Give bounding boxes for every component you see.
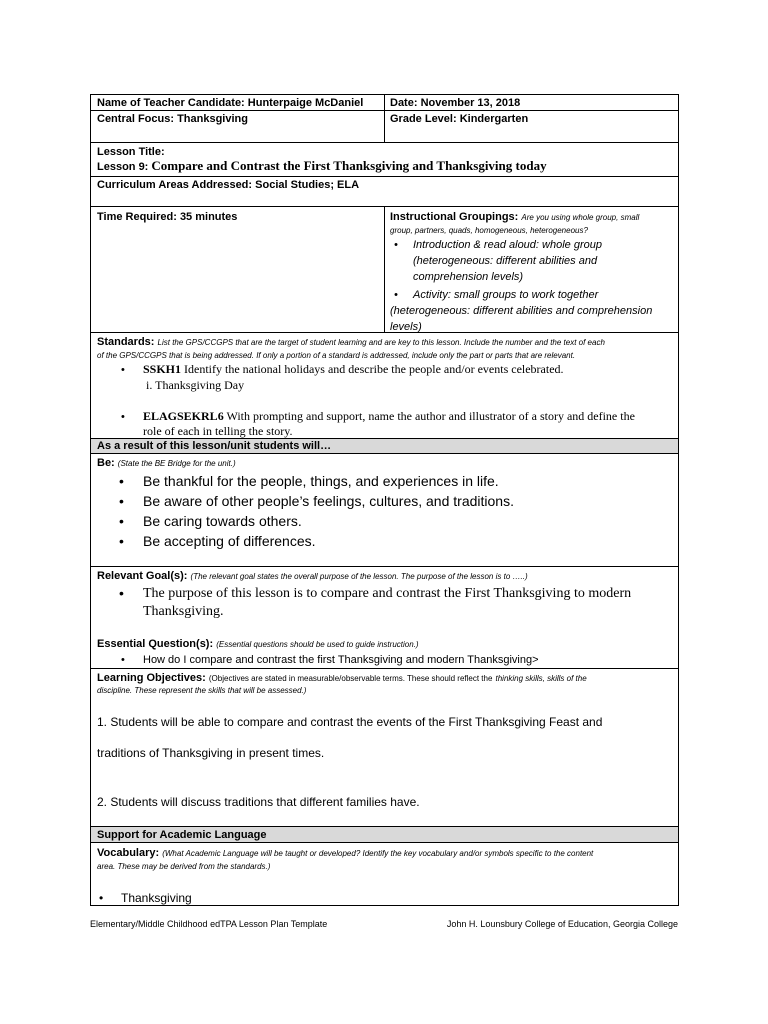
groupings-heading: Instructional Groupings: Are you using whole group, small (390, 211, 640, 223)
be-item: Be aware of other people’s feelings, cultures, and traditions. (143, 493, 514, 509)
objectives-hint: discipline. These represent the skills that will be assessed.) (97, 686, 307, 695)
standard-bullet: • (121, 364, 125, 376)
essential-question: How do I compare and contrast the first Thanksgiving and modern Thanksgiving> (143, 654, 539, 666)
grouping-item: (heterogeneous: different abilities and comprehension (390, 305, 653, 317)
lesson-title-label: Lesson Title: (97, 146, 165, 158)
curriculum-areas: Curriculum Areas Addressed: Social Studies; ELA (97, 179, 360, 191)
objective-1: 1. Students will be able to compare and contrast the events of the First Thanksgiving Feast and (97, 715, 603, 729)
vocabulary-hint: area. These may be derived from the standards.) (97, 862, 271, 871)
standard-elagsekrl6: ELAGSEKRL6 With prompting and support, name the author and illustrator of a story and define the (143, 409, 635, 423)
essential-bullet: • (121, 654, 125, 666)
standard-cont: role of each in telling the story. (143, 424, 293, 438)
grouping-item: levels) (390, 321, 422, 333)
time-required: Time Required: 35 minutes (97, 211, 238, 223)
objectives-heading: Learning Objectives: (Objectives are stated in measurable/observable terms. These should reflect the thinking skills, skills of the (97, 672, 587, 684)
lesson-date: Date: November 13, 2018 (390, 97, 521, 109)
result-heading: As a result of this lesson/unit students will… (97, 440, 332, 452)
be-bullet: • (119, 493, 124, 509)
standards-heading: Standards: List the GPS/CCGPS that are the target of student learning and are key to this lesson. Include the number and the text of each (97, 336, 605, 348)
lesson-title: Lesson 9: Compare and Contrast the First Thanksgiving and Thanksgiving today (97, 158, 547, 173)
teacher-name: Name of Teacher Candidate: Hunterpaige McDaniel (97, 97, 364, 109)
central-focus: Central Focus: Thanksgiving (97, 113, 248, 125)
standard-bullet: • (121, 411, 125, 423)
be-item: Be thankful for the people, things, and experiences in life. (143, 473, 499, 489)
standard-sub: i. Thanksgiving Day (146, 378, 245, 392)
vocabulary-bullet: • (99, 891, 104, 905)
objective-2: 2. Students will discuss traditions that different families have. (97, 795, 420, 809)
grouping-item: comprehension levels) (413, 271, 524, 283)
support-heading: Support for Academic Language (97, 829, 267, 841)
be-bullet: • (119, 473, 124, 489)
grouping-item: Introduction & read aloud: whole group (413, 239, 602, 251)
grade-level: Grade Level: Kindergarten (390, 113, 529, 125)
grouping-item: Activity: small groups to work together (413, 289, 599, 301)
groupings-hint: group, partners, quads, homogeneous, heterogeneous? (390, 226, 588, 235)
standards-hint: of the GPS/CCGPS that is being addressed. If only a portion of a standard is addressed, include only the part or parts that are relevant. (97, 351, 576, 360)
vocabulary-heading: Vocabulary: (What Academic Language will be taught or developed? Identify the key vocabulary and/or symbols specific to the content (97, 847, 594, 859)
goal-text-cont: Thanksgiving. (143, 604, 224, 619)
vocabulary-item: Thanksgiving (121, 891, 192, 905)
be-item: Be caring towards others. (143, 513, 302, 529)
standard-sskh1: SSKH1 Identify the national holidays and describe the people and/or events celebrated. (143, 362, 564, 376)
be-heading: Be: (State the BE Bridge for the unit.) (97, 457, 236, 469)
essential-heading: Essential Question(s): (Essential questions should be used to guide instruction.) (97, 638, 419, 650)
be-item: Be accepting of differences. (143, 533, 316, 549)
objective-1-cont: traditions of Thanksgiving in present times. (97, 746, 325, 760)
lesson-plan-table (90, 94, 679, 906)
grouping-bullet: • (394, 239, 398, 251)
goal-bullet: • (119, 585, 124, 601)
grouping-item: (heterogeneous: different abilities and (413, 255, 598, 267)
footer-left: Elementary/Middle Childhood edTPA Lesson Plan Template (90, 919, 328, 929)
be-bullet: • (119, 533, 124, 549)
goals-heading: Relevant Goal(s): (The relevant goal states the overall purpose of the lesson. The purpose of the lesson is to …..) (97, 570, 528, 582)
be-bullet: • (119, 513, 124, 529)
footer-right: John H. Lounsbury College of Education, Georgia College (446, 919, 678, 929)
grouping-bullet: • (394, 289, 398, 301)
goal-text: The purpose of this lesson is to compare and contrast the First Thanksgiving to modern (143, 586, 632, 601)
